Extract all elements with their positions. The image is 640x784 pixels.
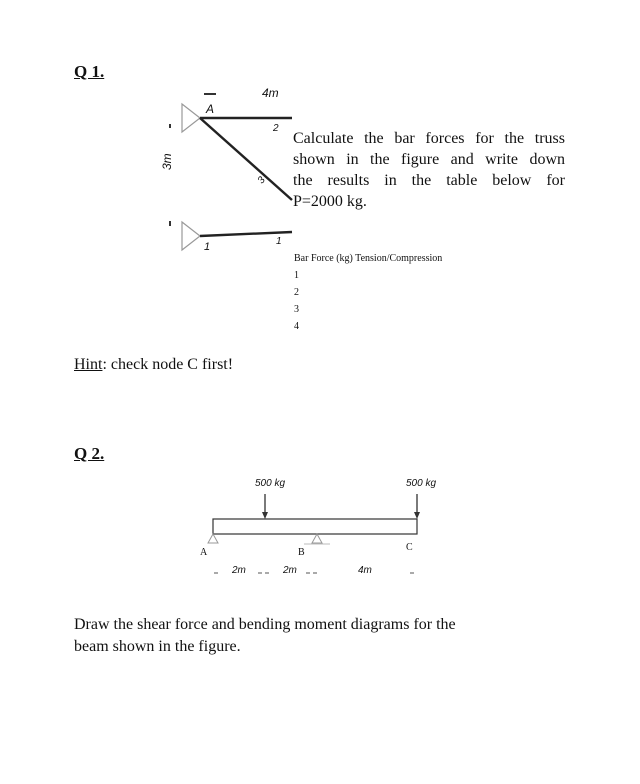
table-row-2: 2 xyxy=(294,287,299,298)
beam xyxy=(213,519,417,534)
member-label-1-right: 1 xyxy=(276,236,282,247)
table-row-4: 4 xyxy=(294,321,299,332)
q1-heading: Q 1. xyxy=(74,62,105,81)
load-arrowhead-left-icon xyxy=(262,512,268,519)
span-label-2: 2m xyxy=(283,565,297,576)
q1-prompt-line-2: shown in the figure and write down xyxy=(293,151,565,168)
support-label-b: B xyxy=(298,547,305,558)
q1-prompt-line-4: P=2000 kg. xyxy=(293,193,367,210)
q2-prompt xyxy=(74,614,456,658)
span-label-3: 4m xyxy=(358,565,372,576)
span-label-1: 2m xyxy=(232,565,246,576)
support-label-a: A xyxy=(200,547,208,558)
member-label-1-left: 1 xyxy=(204,241,211,253)
q1-prompt-line-1: Calculate the bar forces for the truss xyxy=(293,130,565,147)
q2-heading: Q 2. xyxy=(74,444,105,463)
dim-label-top: 4m xyxy=(262,86,279,100)
bar-force-table-header: Bar Force (kg) Tension/Compression xyxy=(294,253,443,264)
table-row-1: 1 xyxy=(294,270,299,281)
support-b-icon xyxy=(312,534,322,543)
q2-prompt-line-2: beam shown in the figure. xyxy=(74,638,241,655)
support-label-c: C xyxy=(406,542,413,553)
load-arrowhead-right-icon xyxy=(414,512,420,519)
hint-label: Hint xyxy=(74,356,103,373)
node-label-a: A xyxy=(206,102,215,116)
table-row-3: 3 xyxy=(294,304,299,315)
q1-prompt-line-3: the results in the table below for xyxy=(293,172,565,189)
support-a-icon xyxy=(208,534,218,543)
dim-label-left: 3m xyxy=(160,153,174,170)
member-label-3: 3 xyxy=(255,174,268,187)
q2-prompt-line-1: Draw the shear force and bending moment diagrams for the xyxy=(74,616,456,633)
member-label-2: 2 xyxy=(273,123,279,134)
hint-text: : check node C first! xyxy=(102,356,234,373)
load-label-right: 500 kg xyxy=(406,478,437,489)
load-label-left: 500 kg xyxy=(255,478,286,489)
